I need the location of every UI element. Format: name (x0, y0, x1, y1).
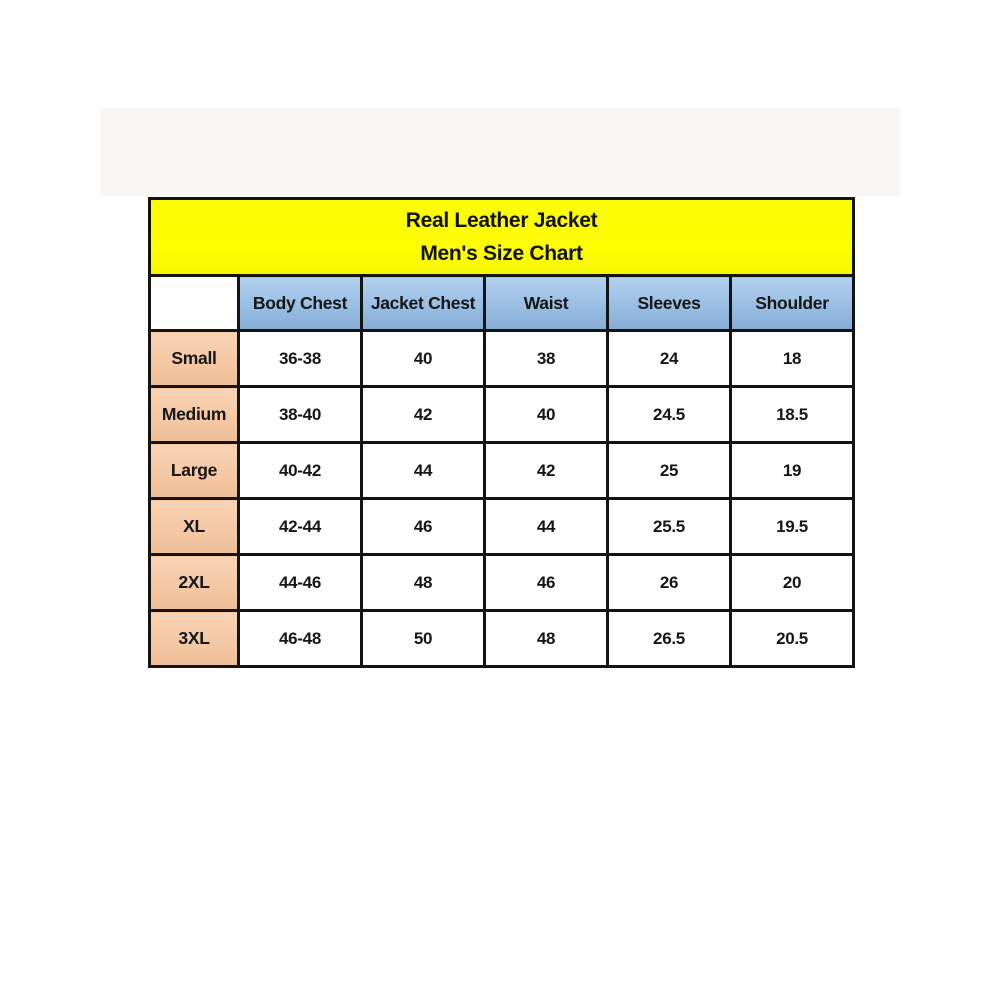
value-xl-shoulder: 19.5 (731, 499, 854, 555)
title-line-2: Men's Size Chart (420, 242, 583, 265)
value-2xl-shoulder: 20 (731, 555, 854, 611)
size-label-large: Large (150, 443, 239, 499)
value-3xl-shoulder: 20.5 (731, 611, 854, 667)
value-small-shoulder: 18 (731, 331, 854, 387)
value-xl-sleeves: 25.5 (608, 499, 731, 555)
column-header-row (150, 276, 854, 331)
size-chart-table (148, 197, 855, 668)
value-large-shoulder: 19 (731, 443, 854, 499)
size-label-2xl: 2XL (150, 555, 239, 611)
value-large-jacket-chest: 44 (362, 443, 485, 499)
value-3xl-jacket-chest: 50 (362, 611, 485, 667)
value-3xl-waist: 48 (485, 611, 608, 667)
size-label-3xl: 3XL (150, 611, 239, 667)
value-large-sleeves: 25 (608, 443, 731, 499)
size-label-medium: Medium (150, 387, 239, 443)
column-header-jacket-chest: Jacket Chest (362, 276, 485, 331)
title-row (150, 199, 854, 276)
column-header-sleeves: Sleeves (608, 276, 731, 331)
value-xl-jacket-chest: 46 (362, 499, 485, 555)
value-2xl-waist: 46 (485, 555, 608, 611)
corner-cell (150, 276, 239, 331)
value-medium-jacket-chest: 42 (362, 387, 485, 443)
table-row-small (150, 331, 854, 387)
column-header-body-chest: Body Chest (239, 276, 362, 331)
chart-title (150, 199, 854, 276)
value-medium-sleeves: 24.5 (608, 387, 731, 443)
table-row-xl (150, 499, 854, 555)
title-line-1: Real Leather Jacket (405, 209, 598, 232)
table-row-large (150, 443, 854, 499)
value-medium-body-chest: 38-40 (239, 387, 362, 443)
table-row-medium (150, 387, 854, 443)
value-medium-shoulder: 18.5 (731, 387, 854, 443)
value-xl-body-chest: 42-44 (239, 499, 362, 555)
value-xl-waist: 44 (485, 499, 608, 555)
value-2xl-body-chest: 44-46 (239, 555, 362, 611)
value-3xl-body-chest: 46-48 (239, 611, 362, 667)
value-2xl-jacket-chest: 48 (362, 555, 485, 611)
value-medium-waist: 40 (485, 387, 608, 443)
table-row-3xl (150, 611, 854, 667)
value-small-waist: 38 (485, 331, 608, 387)
value-small-body-chest: 36-38 (239, 331, 362, 387)
value-large-body-chest: 40-42 (239, 443, 362, 499)
value-2xl-sleeves: 26 (608, 555, 731, 611)
value-large-waist: 42 (485, 443, 608, 499)
size-label-xl: XL (150, 499, 239, 555)
value-3xl-sleeves: 26.5 (608, 611, 731, 667)
value-small-jacket-chest: 40 (362, 331, 485, 387)
column-header-shoulder: Shoulder (731, 276, 854, 331)
table-row-2xl (150, 555, 854, 611)
value-small-sleeves: 24 (608, 331, 731, 387)
column-header-waist: Waist (485, 276, 608, 331)
background-band (100, 108, 900, 196)
size-label-small: Small (150, 331, 239, 387)
